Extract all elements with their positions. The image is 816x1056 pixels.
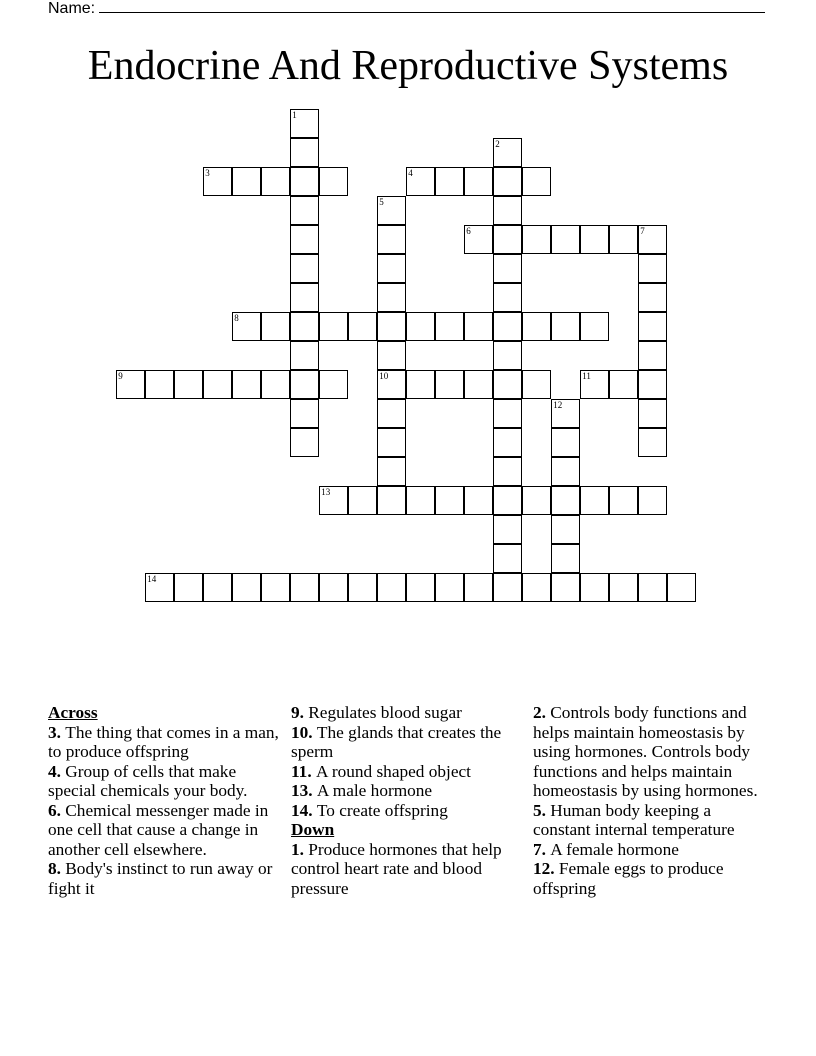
clue-number: 1 — [292, 110, 297, 121]
grid-cell[interactable] — [116, 370, 145, 399]
grid-cell[interactable] — [493, 399, 522, 428]
clue-item-number: 1 — [291, 839, 300, 859]
clue-item — [48, 762, 288, 801]
grid-cell[interactable] — [377, 457, 406, 486]
grid-cell[interactable] — [290, 283, 319, 312]
name-label: Name: — [48, 0, 96, 17]
grid-cell[interactable] — [667, 573, 696, 602]
clue-item-dot: . — [307, 761, 316, 781]
clue-item-number: 4 — [48, 761, 57, 781]
grid-cell[interactable] — [609, 573, 638, 602]
grid-cell[interactable] — [290, 370, 319, 399]
grid-cell[interactable] — [638, 370, 667, 399]
clue-item-number: 9 — [291, 703, 300, 722]
clue-item — [291, 840, 531, 899]
clue-item-text: Controls body functions and helps maintain homeostasis by using hormones. Controls body functions and helps maintain homeostasis by using hormones. — [533, 703, 758, 800]
grid-cell[interactable] — [551, 515, 580, 544]
clue-item — [291, 703, 531, 723]
clue-item — [291, 762, 531, 782]
grid-cell[interactable] — [464, 486, 493, 515]
grid-cell[interactable] — [319, 312, 348, 341]
clue-item-dot: . — [56, 761, 66, 781]
grid-cell[interactable] — [609, 370, 638, 399]
clue-item-number: 12 — [533, 859, 551, 878]
grid-cell[interactable] — [551, 457, 580, 486]
clue-number: 6 — [466, 226, 471, 237]
grid-cell[interactable] — [493, 283, 522, 312]
grid-cell[interactable] — [377, 254, 406, 283]
clue-item-text: Group of cells that make special chemicals your body. — [48, 761, 248, 800]
grid-cell[interactable] — [493, 138, 522, 167]
clue-item-number: 8 — [48, 859, 57, 878]
grid-cell[interactable] — [551, 399, 580, 428]
clue-item-text: A male hormone — [316, 781, 433, 800]
grid-cell[interactable] — [261, 167, 290, 196]
clue-item — [48, 723, 288, 762]
clue-item-dot: . — [56, 722, 66, 742]
clues-column-1 — [48, 703, 288, 898]
grid-cell[interactable] — [406, 312, 435, 341]
clue-item-text: Regulates blood sugar — [308, 703, 462, 722]
grid-cell[interactable] — [493, 515, 522, 544]
clue-item — [533, 859, 768, 898]
grid-cell[interactable] — [493, 370, 522, 399]
grid-cell[interactable] — [348, 312, 377, 341]
grid-cell[interactable] — [638, 254, 667, 283]
grid-cell[interactable] — [638, 428, 667, 457]
clue-item-dot: . — [299, 703, 309, 722]
clue-item-number: 6 — [48, 800, 57, 820]
clue-item — [291, 781, 531, 801]
grid-cell[interactable] — [435, 573, 464, 602]
clue-item-text: Chemical messenger made in one cell that cause a change in another cell elsewhere. — [48, 800, 269, 859]
grid-cell[interactable] — [638, 283, 667, 312]
clue-item-dot: . — [299, 839, 309, 859]
grid-cell[interactable] — [232, 573, 261, 602]
grid-cell[interactable] — [377, 370, 406, 399]
clue-number: 13 — [321, 487, 331, 498]
clue-item-dot: . — [308, 781, 317, 800]
down-heading: Down — [291, 820, 335, 839]
clue-item-number: 14 — [291, 800, 309, 820]
grid-cell[interactable] — [377, 399, 406, 428]
grid-cell[interactable] — [522, 167, 551, 196]
clue-number: 10 — [379, 371, 389, 382]
clue-item — [533, 801, 768, 840]
grid-cell[interactable] — [290, 196, 319, 225]
grid-cell[interactable] — [203, 573, 232, 602]
grid-cell[interactable] — [319, 573, 348, 602]
clue-item-text: Body's instinct to run away or fight it — [48, 859, 273, 898]
grid-cell[interactable] — [435, 167, 464, 196]
grid-cell[interactable] — [493, 341, 522, 370]
clue-number: 4 — [408, 168, 413, 179]
clue-item-text: Produce hormones that help control heart rate and blood pressure — [291, 839, 502, 898]
grid-cell[interactable] — [493, 225, 522, 254]
clue-number: 2 — [495, 139, 500, 150]
grid-cell[interactable] — [406, 167, 435, 196]
grid-cell[interactable] — [464, 370, 493, 399]
page-title: Endocrine And Reproductive Systems — [87, 43, 729, 89]
grid-cell[interactable] — [551, 312, 580, 341]
grid-cell[interactable] — [377, 428, 406, 457]
grid-cell[interactable] — [377, 486, 406, 515]
grid-cell[interactable] — [319, 167, 348, 196]
clue-item-number: 10 — [291, 722, 309, 742]
grid-cell[interactable] — [580, 486, 609, 515]
grid-cell[interactable] — [464, 573, 493, 602]
grid-cell[interactable] — [638, 225, 667, 254]
grid-cell[interactable] — [290, 225, 319, 254]
grid-cell[interactable] — [261, 573, 290, 602]
grid-cell[interactable] — [290, 341, 319, 370]
grid-cell[interactable] — [638, 399, 667, 428]
clue-item-dot: . — [308, 722, 317, 742]
clue-item-text: To create offspring — [316, 800, 448, 820]
grid-cell[interactable] — [638, 486, 667, 515]
grid-cell[interactable] — [638, 341, 667, 370]
clue-item-number: 5 — [533, 800, 542, 820]
clue-item — [48, 859, 288, 898]
clue-item — [291, 723, 531, 762]
grid-cell[interactable] — [145, 370, 174, 399]
clues-column-3 — [533, 703, 768, 898]
grid-cell[interactable] — [290, 138, 319, 167]
clue-item-dot: . — [56, 800, 66, 820]
grid-cell[interactable] — [580, 370, 609, 399]
grid-cell[interactable] — [290, 254, 319, 283]
grid-cell[interactable] — [493, 254, 522, 283]
grid-cell[interactable] — [377, 312, 406, 341]
clue-item — [48, 801, 288, 860]
grid-cell[interactable] — [464, 312, 493, 341]
clue-item-number: 11 — [291, 761, 308, 781]
grid-cell[interactable] — [493, 573, 522, 602]
across-heading: Across — [48, 703, 98, 722]
clue-number: 12 — [553, 400, 563, 411]
grid-cell[interactable] — [609, 225, 638, 254]
clue-item-number: 3 — [48, 722, 57, 742]
grid-cell[interactable] — [232, 312, 261, 341]
grid-cell[interactable] — [464, 225, 493, 254]
grid-cell[interactable] — [551, 225, 580, 254]
grid-cell[interactable] — [377, 196, 406, 225]
clue-item — [533, 703, 768, 801]
grid-cell[interactable] — [406, 370, 435, 399]
clues-column-2 — [291, 703, 531, 898]
grid-cell[interactable] — [203, 167, 232, 196]
grid-cell[interactable] — [406, 486, 435, 515]
clue-item-text: Human body keeping a constant internal temperature — [533, 800, 735, 839]
grid-cell[interactable] — [493, 312, 522, 341]
clue-item-number: 7 — [533, 839, 542, 859]
grid-cell[interactable] — [261, 370, 290, 399]
grid-cell[interactable] — [638, 573, 667, 602]
grid-cell[interactable] — [609, 486, 638, 515]
grid-cell[interactable] — [232, 167, 261, 196]
grid-cell[interactable] — [377, 573, 406, 602]
grid-cell[interactable] — [435, 486, 464, 515]
grid-cell[interactable] — [319, 486, 348, 515]
clue-item-dot: . — [541, 703, 551, 722]
clue-item — [533, 840, 768, 860]
clue-number: 14 — [147, 574, 157, 585]
clue-item-number: 13 — [291, 781, 309, 800]
grid-cell[interactable] — [377, 283, 406, 312]
clue-item-dot: . — [550, 859, 559, 878]
clue-item-text: Female eggs to produce offspring — [533, 859, 724, 898]
grid-cell[interactable] — [464, 167, 493, 196]
clue-number: 8 — [234, 313, 239, 324]
clue-item-number: 2 — [533, 703, 542, 722]
grid-cell[interactable] — [290, 428, 319, 457]
clue-item-dot: . — [308, 800, 317, 820]
grid-cell[interactable] — [522, 486, 551, 515]
grid-cell[interactable] — [348, 573, 377, 602]
grid-cell[interactable] — [406, 573, 435, 602]
clue-item-text: The glands that creates the sperm — [291, 722, 502, 761]
grid-cell[interactable] — [377, 341, 406, 370]
grid-cell[interactable] — [493, 428, 522, 457]
grid-cell[interactable] — [290, 312, 319, 341]
grid-cell[interactable] — [174, 370, 203, 399]
grid-cell[interactable] — [551, 544, 580, 573]
clue-number: 7 — [640, 226, 645, 237]
clue-number: 5 — [379, 197, 384, 208]
clue-item-text: The thing that comes in a man, to produce offspring — [48, 722, 279, 761]
grid-cell[interactable] — [290, 109, 319, 138]
grid-cell[interactable] — [551, 573, 580, 602]
grid-cell[interactable] — [493, 544, 522, 573]
grid-cell[interactable] — [203, 370, 232, 399]
clue-item-dot: . — [56, 859, 66, 878]
grid-cell[interactable] — [493, 457, 522, 486]
grid-cell[interactable] — [377, 225, 406, 254]
grid-cell[interactable] — [522, 370, 551, 399]
grid-cell[interactable] — [232, 370, 261, 399]
grid-cell[interactable] — [522, 312, 551, 341]
grid-cell[interactable] — [290, 167, 319, 196]
grid-cell[interactable] — [145, 573, 174, 602]
grid-cell[interactable] — [435, 370, 464, 399]
clue-number: 11 — [582, 371, 591, 382]
grid-cell[interactable] — [493, 486, 522, 515]
grid-cell[interactable] — [435, 312, 464, 341]
clue-item-dot: . — [541, 800, 551, 820]
grid-cell[interactable] — [261, 312, 290, 341]
grid-cell[interactable] — [638, 312, 667, 341]
grid-cell[interactable] — [580, 312, 609, 341]
grid-cell[interactable] — [551, 486, 580, 515]
grid-cell[interactable] — [493, 167, 522, 196]
grid-cell[interactable] — [290, 399, 319, 428]
grid-cell[interactable] — [319, 370, 348, 399]
grid-cell[interactable] — [522, 225, 551, 254]
grid-cell[interactable] — [580, 225, 609, 254]
grid-cell[interactable] — [522, 573, 551, 602]
clue-item-text: A female hormone — [550, 839, 679, 859]
clue-item-dot: . — [541, 839, 551, 859]
clue-number: 3 — [205, 168, 210, 179]
grid-cell[interactable] — [174, 573, 203, 602]
grid-cell[interactable] — [348, 486, 377, 515]
grid-cell[interactable] — [551, 428, 580, 457]
grid-cell[interactable] — [290, 573, 319, 602]
clue-item — [291, 801, 531, 821]
clue-item-text: A round shaped object — [315, 761, 471, 781]
grid-cell[interactable] — [493, 196, 522, 225]
grid-cell[interactable] — [580, 573, 609, 602]
clue-number: 9 — [118, 371, 123, 382]
